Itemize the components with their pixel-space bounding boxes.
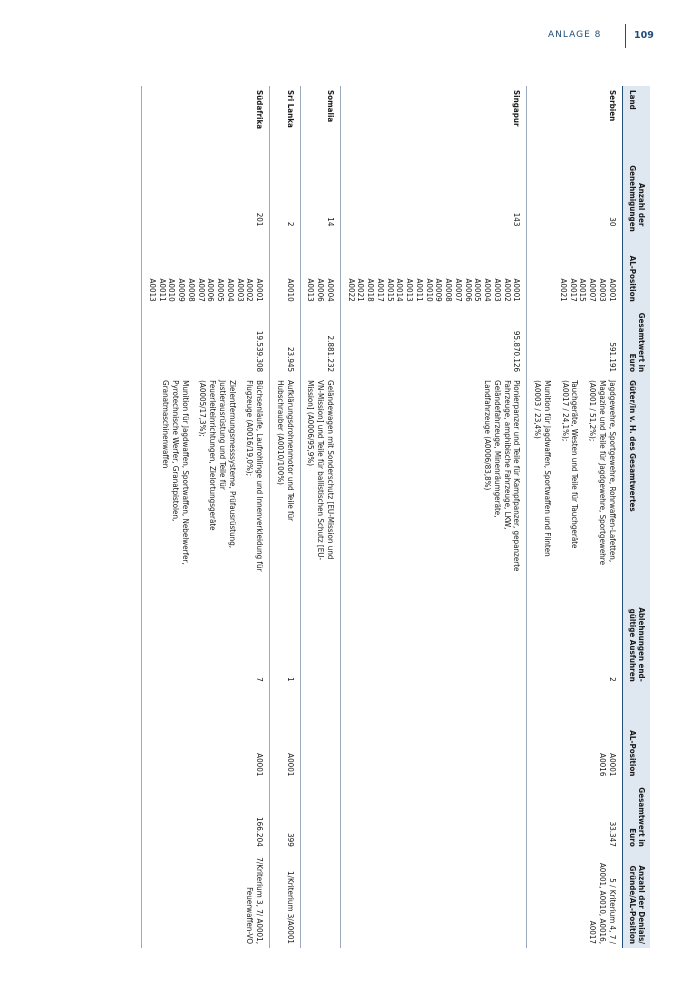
col-header-ablehnungen: Ablehnungen end-gültige Ausfuhren [622,576,650,685]
al-code: A0007 [196,278,206,302]
header-separator [625,24,626,48]
cell-anzahl: 14 [300,161,340,230]
al-code: A0010 [424,278,434,302]
al-code: A0018 [366,278,376,302]
al-code: A0017 [568,278,578,302]
col-header-anzahl: Anzahl der Genehmigungen [622,161,650,230]
al-code: A0001 [255,753,265,777]
cell-al-positions [142,230,270,305]
cell-gesamtwert: 23.945 [270,306,301,376]
al-code: A0021 [356,278,366,302]
al-code: A0004 [483,278,493,302]
al-code: A0022 [346,278,356,302]
al-code: A0010 [167,278,177,302]
goods-paragraph: Tauchgeräte, Westen und Teile für Tauchgeräte (A0017 / 24,1%); [560,380,580,549]
cell-ablehnungen: 7 [142,576,270,685]
cell-gesamtwert: 591.191 [527,306,622,376]
table-row [527,86,622,948]
al-code: A0003 [597,278,607,302]
al-code: A0003 [235,278,245,302]
table-row [300,86,340,948]
goods-paragraph: Zielentfernungsmesssysteme, Prüfausrüstung, Justierausrüstung und Teile für Feuerleiteinrichtungen, Zielortungsgeräte (A0005/17,3%); [198,380,237,549]
table-row [270,86,301,948]
goods-paragraph: Munition für Jagdwaffen, Sportwaffen, Nebelwerfer, Pyrotechnische Werfer, Granatpistolen, Granatmaschinenwaffen [161,380,190,565]
cell-ablehnungen [300,576,340,685]
cell-gueter [527,376,622,576]
cell-gesamtwert-2: 33.347 [527,780,622,850]
cell-al-positions-2 [527,686,622,781]
al-code: A0001 [607,278,617,302]
cell-al-positions-2 [340,686,527,781]
al-code: A0009 [434,278,444,302]
col-header-gesamtwert: Gesamtwert in Euro [622,306,650,376]
al-code: A0005 [216,278,226,302]
al-code: A0006 [463,278,473,302]
cell-ablehnungen: 1 [270,576,301,685]
cell-al-positions-2 [142,686,270,781]
cell-anzahl: 201 [142,161,270,230]
cell-anzahl: 143 [340,161,527,230]
goods-paragraph: Munition für Jagdwaffen, Sportwaffen und Flinten (A0003 / 23,4%) [533,380,552,557]
al-code: A0005 [473,278,483,302]
cell-al-positions [527,230,622,305]
al-code: A0004 [225,278,235,302]
cell-land: Singapur [340,86,527,161]
cell-denials: 7/Kriterium 3, 7/ A0001, Feuerwaffen-VO [142,851,270,948]
goods-paragraph: Pionierpanzer und Teile für Kampfpanzer, gepanzerte Fahrzeuge, amphibische Fahrzeuge, LKW, Geländefahrzeuge, Minenräumgeräte, Landfahrzeuge (A0006/83,8%) [483,380,522,572]
cell-al-positions-2 [270,686,301,781]
cell-gesamtwert: 19.539.308 [142,306,270,376]
al-code: A0001 [512,278,522,302]
al-code: A0021 [558,278,568,302]
page-number: 109 [634,30,654,41]
al-code: A0008 [444,278,454,302]
col-header-land: Land [622,86,650,161]
cell-denials: 1/Kriterium 3/A0001 [270,851,301,948]
al-code: A0004 [325,278,335,302]
al-code: A0001 [285,753,295,777]
cell-ablehnungen [340,576,527,685]
col-header-denials: Anzahl der Denials/ Gründe/AL-Position [622,851,650,948]
goods-paragraph: Büchsenläufe, Laufrohlinge und Innenverkleidung für Flugzeuge (A0016/19,0%); [245,380,265,572]
cell-gueter [340,376,527,576]
table-row [142,86,270,948]
cell-gueter [270,376,301,576]
al-code: A0014 [395,278,405,302]
cell-gesamtwert-2: 399 [270,780,301,850]
col-header-al-position: AL-Position [622,230,650,305]
table-header-row [622,86,650,948]
al-code: A0015 [578,278,588,302]
al-code: A0007 [453,278,463,302]
col-header-gesamtwert-2: Gesamtwert in Euro [622,780,650,850]
cell-anzahl: 2 [270,161,301,230]
al-code: A0009 [177,278,187,302]
cell-gesamtwert-2 [300,780,340,850]
al-code: A0006 [316,278,326,302]
cell-gesamtwert: 2.881.232 [300,306,340,376]
al-code: A0001 [607,753,617,777]
cell-al-positions [300,230,340,305]
al-code: A0008 [186,278,196,302]
export-table [141,86,650,948]
cell-gueter [142,376,270,576]
al-code: A0016 [597,753,607,777]
cell-al-positions-2 [300,686,340,781]
table-row [340,86,527,948]
al-code: A0011 [157,278,167,302]
al-code: A0001 [255,278,265,302]
cell-gesamtwert-2 [340,780,527,850]
goods-paragraph: Aufklärungsdrohnenmotor und Teile für Hubschrauber (A0010/100%) [275,380,295,522]
running-head: ANLAGE 8 [548,30,602,40]
cell-land: Sri Lanka [270,86,301,161]
cell-gesamtwert: 95.870.126 [340,306,527,376]
cell-land: Somalia [300,86,340,161]
cell-gesamtwert-2: 166.204 [142,780,270,850]
al-code: A0002 [502,278,512,302]
al-code: A0003 [492,278,502,302]
col-header-al-position-2: AL-Position [622,686,650,781]
cell-land: Serbien [527,86,622,161]
cell-al-positions [340,230,527,305]
cell-denials [340,851,527,948]
cell-gueter [300,376,340,576]
al-code: A0011 [414,278,424,302]
goods-paragraph: Geländewagen mit Sonderschutz [EU-Mission und VN-Mission] und Teile für ballistischen Schutz [EU-Mission] (A0006/95,9%) [306,380,335,561]
rotated-table-container [90,86,650,948]
col-header-gueter: Güter/in v. H. des Gesamtwertes [622,376,650,576]
al-code: A0002 [245,278,255,302]
cell-anzahl: 30 [527,161,622,230]
cell-denials [300,851,340,948]
cell-al-positions [270,230,301,305]
al-code: A0010 [285,278,295,302]
cell-ablehnungen: 2 [527,576,622,685]
goods-paragraph: Jagdgewehre, Sportgewehre, Rohrwaffen-Lafetten, Magazine und Teile für Jagdgewehre, Sportgewehre (A0001 / 51,2%); [588,380,617,566]
al-code: A0006 [206,278,216,302]
al-code: A0013 [405,278,415,302]
cell-denials: 5 / Kriterium 4, 7 / A0001, A0010, A0016, A0017 [527,851,622,948]
al-code: A0013 [147,278,157,302]
al-code: A0017 [375,278,385,302]
al-code: A0013 [306,278,316,302]
cell-land: Südafrika [142,86,270,161]
al-code: A0015 [385,278,395,302]
al-code: A0007 [588,278,598,302]
